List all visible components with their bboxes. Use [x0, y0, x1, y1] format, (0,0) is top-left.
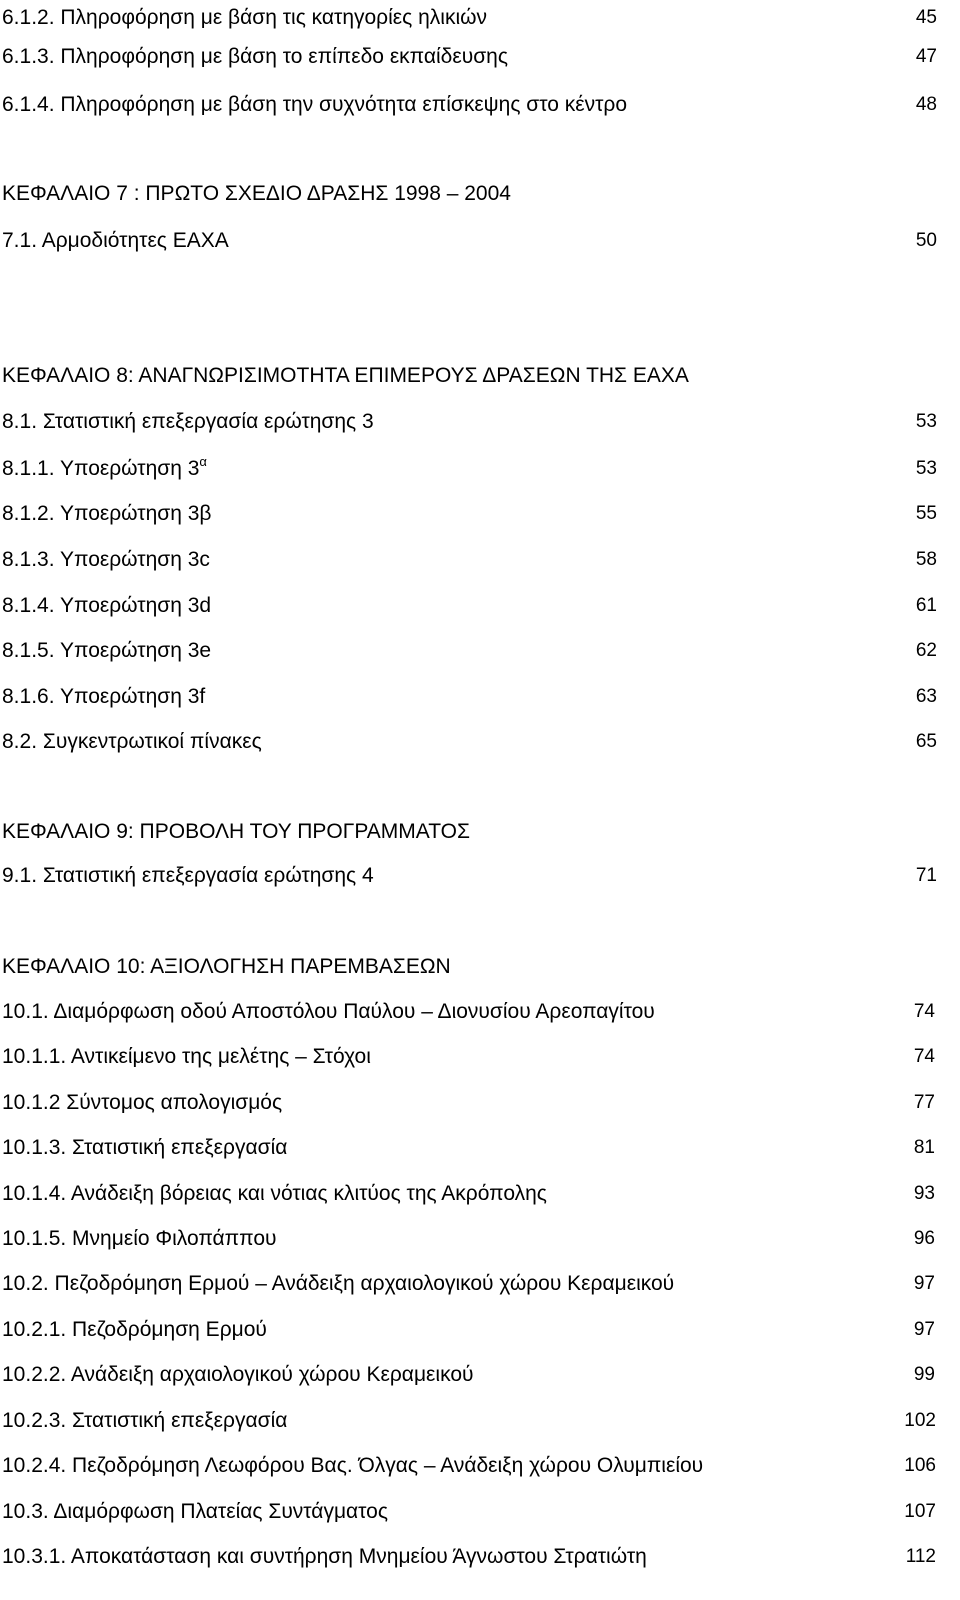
- toc-entry: [0, 1177, 960, 1211]
- toc-entry: [0, 88, 960, 122]
- toc-entry-page: 62: [915, 640, 937, 661]
- toc-entry-page: 74: [913, 1001, 935, 1022]
- toc-entry-title: 9.1. Στατιστική επεξεργασία ερώτησης 4: [2, 864, 374, 887]
- toc-entry: [0, 1, 960, 35]
- toc-entry-page: 81: [913, 1137, 935, 1158]
- toc-entry: [0, 995, 960, 1029]
- toc-entry-page: 106: [904, 1455, 936, 1476]
- toc-entry-page: 74: [913, 1046, 935, 1067]
- toc-entry-page: 53: [915, 411, 937, 432]
- toc-entry-title: 10.2.4. Πεζοδρόμηση Λεωφόρου Βας. Όλγας – Ανάδειξη χώρου Ολυμπιείου: [2, 1454, 704, 1477]
- toc-entry-title: 8.1.6. Υποερώτηση 3f: [2, 685, 206, 708]
- toc-entry-page: 93: [913, 1183, 935, 1204]
- toc-entry: [0, 452, 960, 486]
- toc-entry-title: 10.1.3. Στατιστική επεξεργασία: [2, 1136, 288, 1159]
- toc-entry-title: 10.2. Πεζοδρόμηση Ερμού – Ανάδειξη αρχαιολογικού χώρου Κεραμεικού: [2, 1272, 675, 1295]
- toc-entry-page: 50: [915, 230, 937, 251]
- toc-entry-title: 10.2.3. Στατιστική επεξεργασία: [2, 1409, 288, 1432]
- toc-entry: [0, 1358, 960, 1392]
- toc-entry-title: 10.1.1. Αντικείμενο της μελέτης – Στόχοι: [2, 1045, 371, 1068]
- toc-entry-title: 10.3.1. Αποκατάσταση και συντήρηση Μνημείου Άγνωστου Στρατιώτη: [2, 1545, 647, 1568]
- toc-entry: [0, 859, 960, 893]
- chapter-heading: ΚΕΦΑΛΑΙΟ 9: ΠΡΟΒΟΛΗ ΤΟΥ ΠΡΟΓΡΑΜΜΑΤΟΣ: [2, 820, 470, 843]
- toc-entry: [0, 1449, 960, 1483]
- toc-entry-title: [2, 452, 207, 486]
- toc-entry-page: 102: [904, 1410, 936, 1431]
- toc-entry: [0, 40, 960, 74]
- chapter-heading: ΚΕΦΑΛΑΙΟ 10: ΑΞΙΟΛΟΓΗΣΗ ΠΑΡΕΜΒΑΣΕΩΝ: [2, 955, 451, 978]
- chapter-heading: ΚΕΦΑΛΑΙΟ 7 : ΠΡΩΤΟ ΣΧΕΔΙΟ ΔΡΑΣΗΣ 1998 – 2004: [2, 182, 511, 205]
- toc-entry-page: 61: [915, 595, 937, 616]
- toc-entry: [0, 405, 960, 439]
- toc-entry-page: 97: [913, 1319, 935, 1340]
- toc-entry-page: 55: [915, 503, 937, 524]
- toc-entry-title: 10.3. Διαμόρφωση Πλατείας Συντάγματος: [2, 1500, 388, 1523]
- toc-entry: [0, 589, 960, 623]
- toc-entry-title: 8.2. Συγκεντρωτικοί πίνακες: [2, 730, 262, 753]
- superscript: α: [199, 454, 207, 469]
- toc-entry-title: 6.1.3. Πληροφόρηση με βάση το επίπεδο εκπαίδευσης: [2, 45, 508, 68]
- toc-entry-title: 10.1.4. Ανάδειξη βόρειας και νότιας κλιτύος της Ακρόπολης: [2, 1182, 547, 1205]
- toc-entry-page: 77: [913, 1092, 935, 1113]
- toc-entry-page: 58: [915, 549, 937, 570]
- toc-entry-title: 8.1. Στατιστική επεξεργασία ερώτησης 3: [2, 410, 374, 433]
- toc-entry: [0, 1222, 960, 1256]
- toc-entry: [0, 224, 960, 258]
- toc-entry: [0, 1404, 960, 1438]
- toc-entry-title: 6.1.2. Πληροφόρηση με βάση τις κατηγορίες ηλικιών: [2, 6, 488, 29]
- toc-entry-title: 10.1.5. Μνημείο Φιλοπάππου: [2, 1227, 277, 1250]
- toc-entry-title: 10.2.1. Πεζοδρόμηση Ερμού: [2, 1318, 267, 1341]
- toc-entry: [0, 725, 960, 759]
- toc-entry: [0, 1040, 960, 1074]
- toc-entry-title: 7.1. Αρμοδιότητες ΕΑΧΑ: [2, 229, 229, 252]
- toc-entry-title: 10.1. Διαμόρφωση οδού Αποστόλου Παύλου – Διονυσίου Αρεοπαγίτου: [2, 1000, 655, 1023]
- toc-entry-page: 96: [913, 1228, 935, 1249]
- chapter-heading: ΚΕΦΑΛΑΙΟ 8: ΑΝΑΓΝΩΡΙΣΙΜΟΤΗΤΑ ΕΠΙΜΕΡΟΥΣ ΔΡΑΣΕΩΝ ΤΗΣ ΕΑΧΑ: [2, 364, 689, 387]
- toc-entry-page: 97: [913, 1273, 935, 1294]
- toc-entry-page: 71: [915, 865, 937, 886]
- toc-entry-title: 8.1.3. Υποερώτηση 3c: [2, 548, 210, 571]
- toc-entry-title: 8.1.5. Υποερώτηση 3e: [2, 639, 212, 662]
- toc-entry-title: 6.1.4. Πληροφόρηση με βάση την συχνότητα επίσκεψης στο κέντρο: [2, 93, 628, 116]
- toc-entry-page: 48: [915, 94, 937, 115]
- toc-entry: [0, 1495, 960, 1529]
- toc-entry: [0, 680, 960, 714]
- toc-entry-title: 8.1.4. Υποερώτηση 3d: [2, 594, 212, 617]
- toc-entry: [0, 543, 960, 577]
- toc-entry-title: 10.1.2 Σύντομος απολογισμός: [2, 1091, 283, 1114]
- toc-entry: [0, 1086, 960, 1120]
- toc-entry-page: 99: [913, 1364, 935, 1385]
- toc-entry: [0, 1540, 960, 1574]
- toc-entry-title: 10.2.2. Ανάδειξη αρχαιολογικού χώρου Κεραμεικού: [2, 1363, 474, 1386]
- toc-entry-page: 112: [905, 1546, 936, 1567]
- toc-entry-title: 8.1.2. Υποερώτηση 3β: [2, 502, 212, 525]
- toc-entry-page: 45: [915, 7, 937, 28]
- toc-entry: [0, 1313, 960, 1347]
- toc-entry-page: 47: [915, 46, 937, 67]
- toc-entry: [0, 497, 960, 531]
- toc-entry-page: 65: [915, 731, 937, 752]
- toc-entry-page: 63: [915, 686, 937, 707]
- toc-entry: [0, 1267, 960, 1301]
- toc-entry-page: 53: [915, 458, 937, 479]
- toc-entry: [0, 1131, 960, 1165]
- toc-entry-page: 107: [904, 1501, 936, 1522]
- toc-entry-title-text: 8.1.1. Υποερώτηση 3: [2, 457, 200, 480]
- toc-entry: [0, 634, 960, 668]
